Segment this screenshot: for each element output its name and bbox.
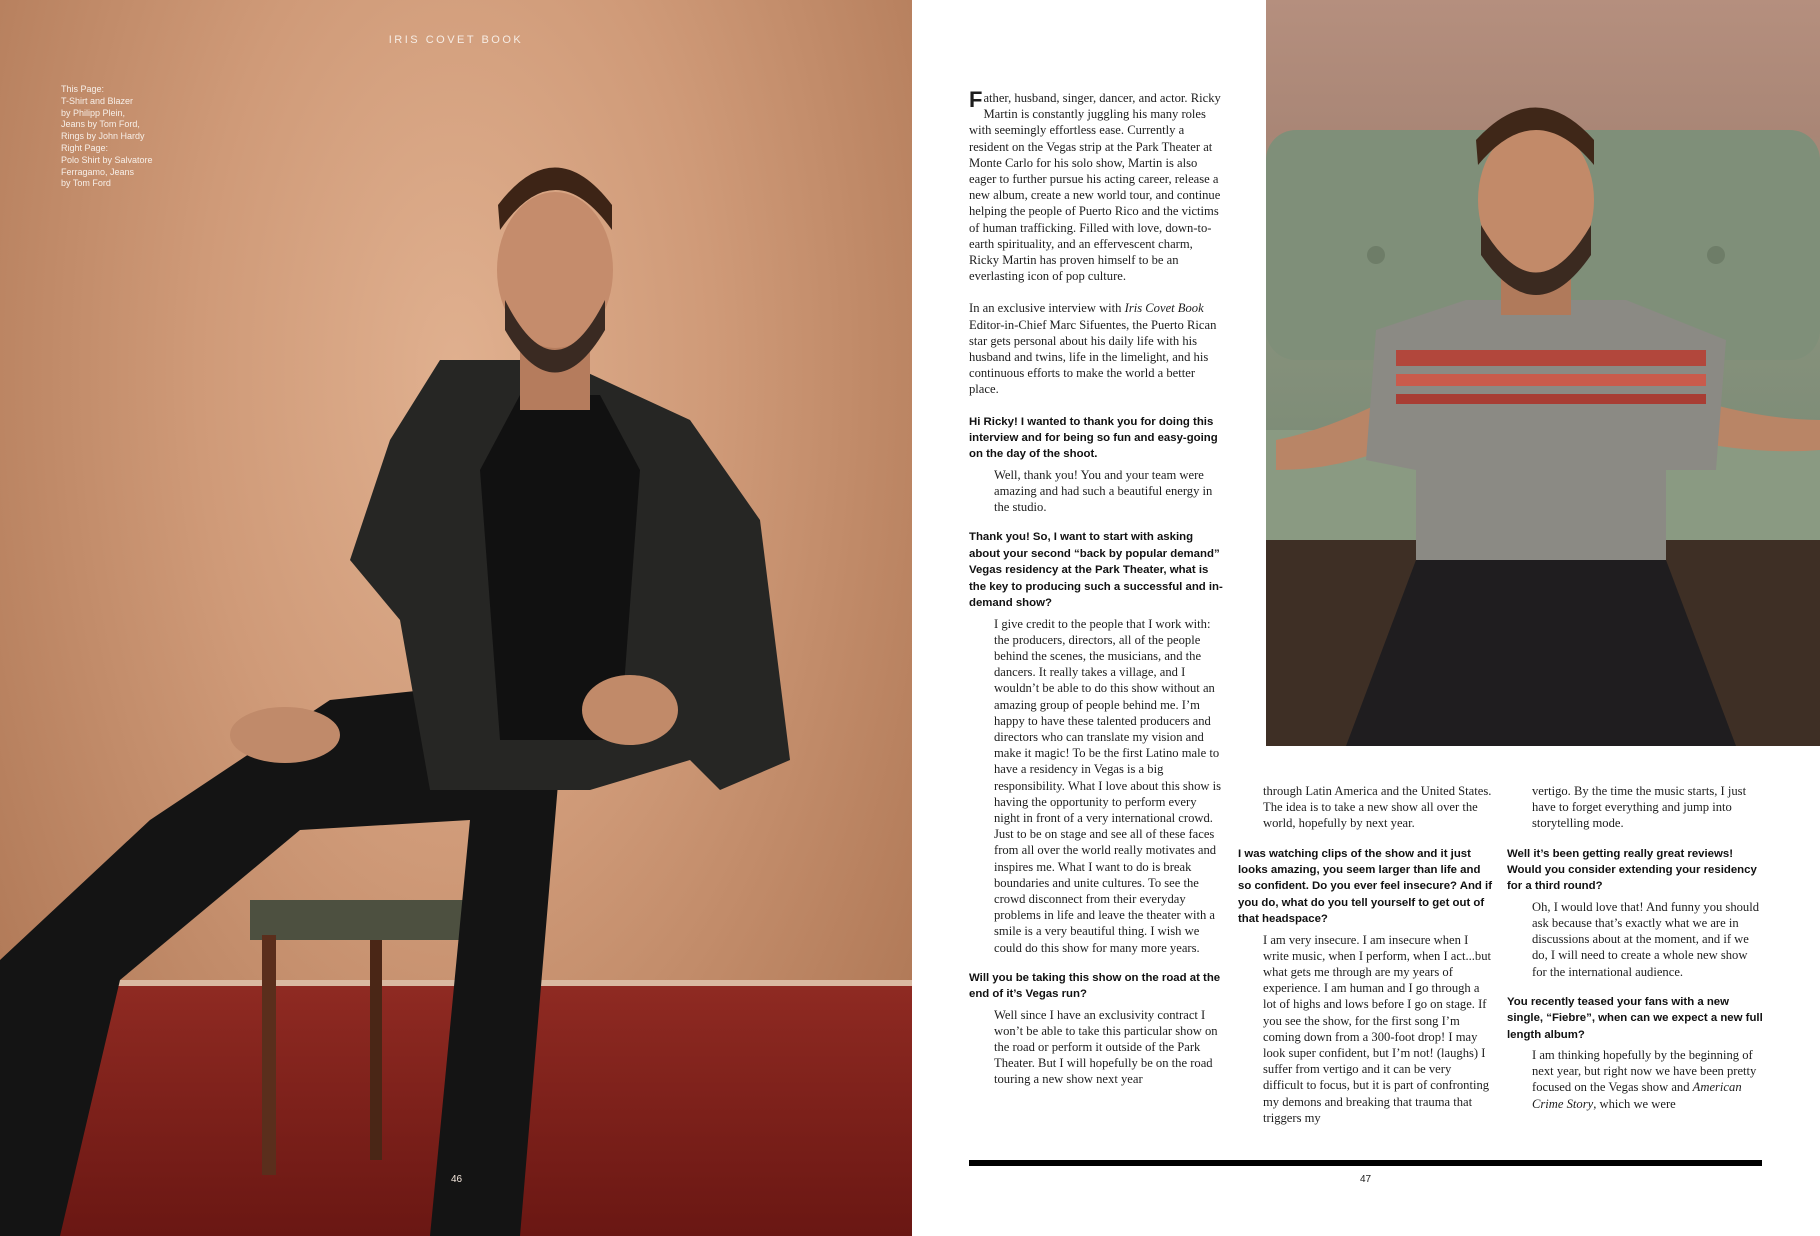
credit-line: T-Shirt and Blazer xyxy=(61,95,134,106)
portrait-photo-reclining-man xyxy=(1266,0,1820,746)
credit-line: Rings by John Hardy xyxy=(61,131,145,142)
answer-text: I am thinking hopefully by the beginning of next year, but right now we have been pretty focused on the Vegas show and xyxy=(1532,1048,1757,1095)
photo-credits xyxy=(61,84,171,190)
article-column-1 xyxy=(969,87,1224,1102)
interview-answer-continued: vertigo. By the time the music starts, I just have to forget everything and jump into storytelling mode. xyxy=(1532,784,1747,831)
interview-answer: I give credit to the people that I work with: the producers, directors, all of the people behind the scenes, the musicians, and the dancers. It really takes a village, and I wouldn’t be able to do this show without an amazing group of people behind me. I’m happy to have these talented producers and directors who can translate my vision and make it magic! To be the first Latino male to have a residency in Vegas is a big responsibility. What I love about this show is having the opportunity to perform every night in front of a very international crowd. Just to be on stage and see all of these faces from all over the world really motivates and inspires me. What I want to do is break boundaries and unite cultures. To see the crowd disconnect from their everyday problems in life and leave the theater with a smile is a very beautiful thing. I wish we could do this show for many more years. xyxy=(994,616,1222,955)
page-number-left: 46 xyxy=(451,1174,463,1185)
interview-answer: Well since I have an exclusivity contract I won’t be able to take this particular show on the road or perform it outside of the Park Theater. But I will hopefully be on the road touring a new show next year xyxy=(994,1007,1218,1087)
show-title: American Crime Story xyxy=(1532,1080,1742,1111)
interview-question: I was watching clips of the show and it just looks amazing, you seem larger than life and so confident. Do you ever feel insecure? And if you do, what do you tell yourself to get out of that headspace? xyxy=(1238,847,1493,926)
interview-question: Hi Ricky! I wanted to thank you for doing this interview and for being so fun and easy-going on the day of the shoot. xyxy=(969,415,1218,461)
interview-answer xyxy=(1507,1047,1765,1112)
intro2-text: Editor-in-Chief Marc Sifuentes, the Puerto Rican star gets personal about his daily life with his husband and twins, life in the limelight, and his continuous efforts to make the world a better place. xyxy=(969,317,1217,397)
interview-question: You recently teased your fans with a new single, “Fiebre”, when can we expect a new full length album? xyxy=(1507,995,1763,1041)
interview-answer: Oh, I would love that! And funny you should ask because that’s exactly what we are in discussions about at the moment, and if we do, I will need to create a whole new show for the international audience. xyxy=(1532,899,1760,979)
credit-line: Jeans by Tom Ford, xyxy=(61,119,140,130)
intro-text: ather, husband, singer, dancer, and actor. Ricky Martin is constantly juggling his many roles with seemingly effortless ease. Currently a resident on the Vegas strip at the Park Theater at Monte Carlo for his solo show, Martin is also eager to further pursue his acting career, release a new album, create a new world tour, and continue helping the people of Puerto Rico and the victims of human trafficking. Filled with love, down-to-earth spirituality, and an effervescent charm, Ricky Martin has proven himself to be an everlasting icon of pop culture. xyxy=(969,91,1221,284)
answer-text: , which we were xyxy=(1593,1096,1676,1111)
intro2-text: In an exclusive interview with xyxy=(969,301,1125,316)
credit-line: Ferragamo, Jeans xyxy=(61,166,135,177)
intro-paragraph xyxy=(969,87,1224,284)
credit-line: Right Page: xyxy=(61,142,109,153)
magazine-name: Iris Covet Book xyxy=(1124,301,1204,316)
interview-question: Will you be taking this show on the road at the end of it’s Vegas run? xyxy=(969,971,1221,1001)
article-column-3 xyxy=(1507,783,1765,1126)
interview-question: Thank you! So, I want to start with asking about your second “back by popular demand” Vegas residency at the Park Theater, what is the key to producing such a successful and in-demand show? xyxy=(969,531,1223,610)
interview-answer-continued: through Latin America and the United States. The idea is to take a new show all over the world, hopefully by next year. xyxy=(1263,784,1492,831)
right-page-photo xyxy=(1266,0,1820,746)
credit-line: by Philipp Plein, xyxy=(61,107,126,118)
credit-line: Polo Shirt by Salvatore xyxy=(61,154,153,165)
drop-cap: F xyxy=(969,87,983,112)
magazine-title: IRIS COVET BOOK xyxy=(388,34,524,46)
intro-paragraph-2 xyxy=(969,300,1224,397)
interview-question: Well it’s been getting really great reviews! Would you consider extending your residency for a third round? xyxy=(1507,847,1757,893)
page-number-right: 47 xyxy=(1360,1174,1372,1185)
footer-rule xyxy=(969,1160,1762,1166)
credit-line: This Page: xyxy=(61,84,105,94)
article-column-2 xyxy=(1238,783,1493,1140)
interview-answer: Well, thank you! You and your team were amazing and had such a beautiful energy in the studio. xyxy=(994,467,1213,515)
credit-line: by Tom Ford xyxy=(61,178,111,189)
interview-answer: I am very insecure. I am insecure when I write music, when I perform, when I act...but what gets me through are my years of experience. I am human and I go through a lot of highs and lows before I go on stage. If you see the show, for the first song I’m coming down from a 300-foot drop! I may look super confident, but I’m not! (laughs) I suffer from vertigo and it can be very difficult to focus, but it is part of confronting my demons and breaking that trauma that triggers my xyxy=(1263,932,1492,1125)
